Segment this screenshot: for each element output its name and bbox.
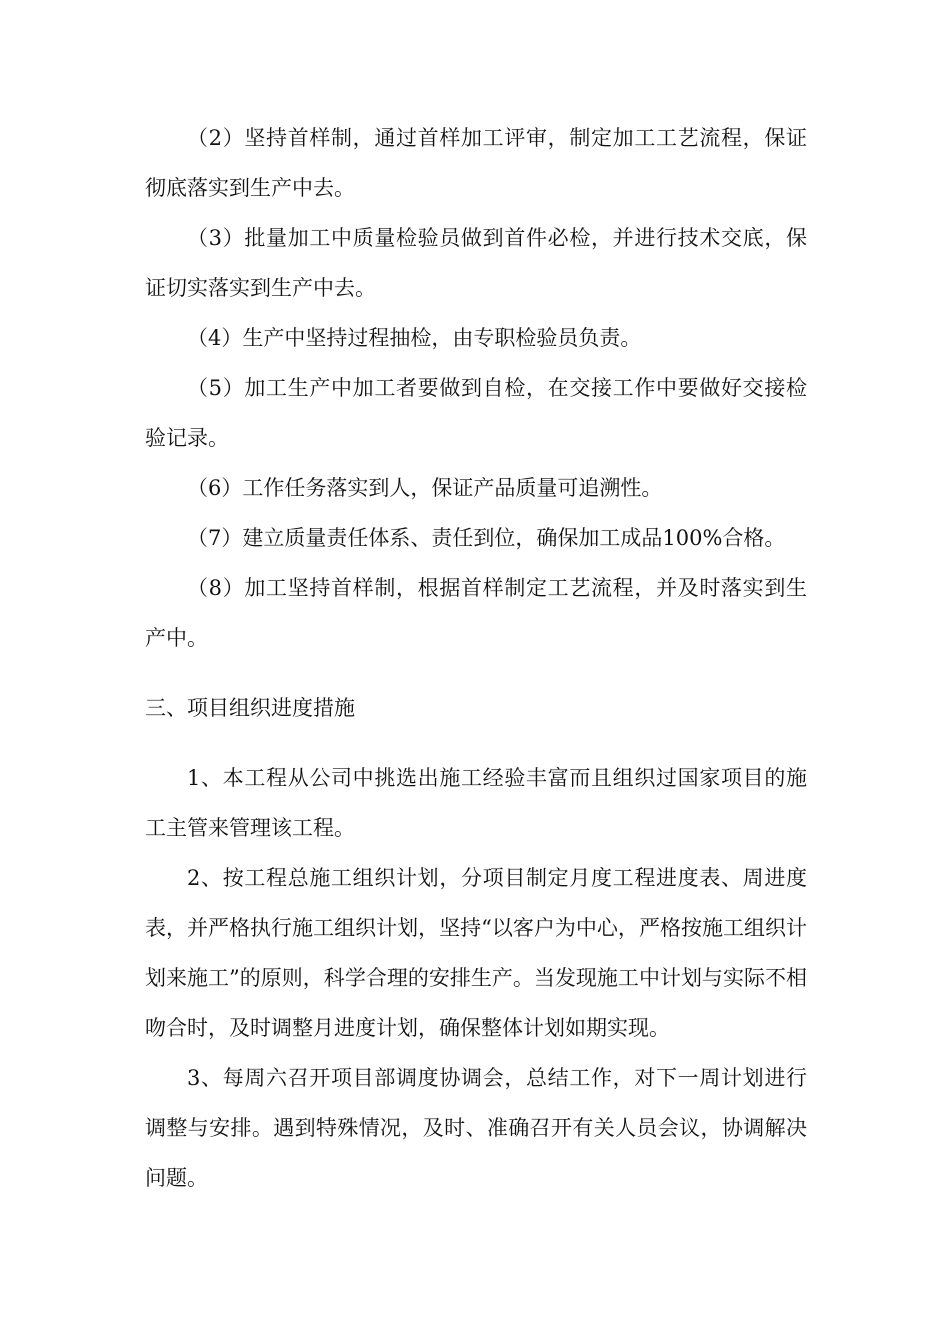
paragraph-item-8: （8）加工坚持首样制，根据首样制定工艺流程，并及时落实到生产中。 xyxy=(145,576,807,650)
paragraph-measure-2: 2、按工程总施工组织计划，分项目制定月度工程进度表、周进度表，并严格执行施工组织计划，坚持“以客户为中心，严格按施工组织计划来施工”的原则，科学合理的安排生产。当发现施工中计划与实际不相吻合时，及时调整月进度计划，确保整体计划如期实现。 xyxy=(145,866,807,1040)
paragraph-measure-1: 1、本工程从公司中挑选出施工经验丰富而且组织过国家项目的施工主管来管理该工程。 xyxy=(145,766,807,840)
paragraph-measure-3: 3、每周六召开项目部调度协调会，总结工作，对下一周计划进行调整与安排。遇到特殊情况，及时、准确召开有关人员会议，协调解决问题。 xyxy=(145,1066,807,1190)
paragraph-item-7: （7）建立质量责任体系、责任到位，确保加工成品100%合格。 xyxy=(187,526,786,550)
paragraph-item-4: （4）生产中坚持过程抽检，由专职检验员负责。 xyxy=(187,326,642,350)
paragraph-item-6: （6）工作任务落实到人，保证产品质量可追溯性。 xyxy=(187,476,663,500)
document-body xyxy=(145,113,807,1203)
section-heading: 三、项目组织进度措施 xyxy=(145,696,355,720)
paragraph-item-3: （3）批量加工中质量检验员做到首件必检，并进行技术交底，保证切实落实到生产中去。 xyxy=(145,226,807,300)
paragraph-item-2: （2）坚持首样制，通过首样加工评审，制定加工工艺流程，保证彻底落实到生产中去。 xyxy=(145,126,807,200)
paragraph-item-5: （5）加工生产中加工者要做到自检，在交接工作中要做好交接检验记录。 xyxy=(145,376,807,450)
